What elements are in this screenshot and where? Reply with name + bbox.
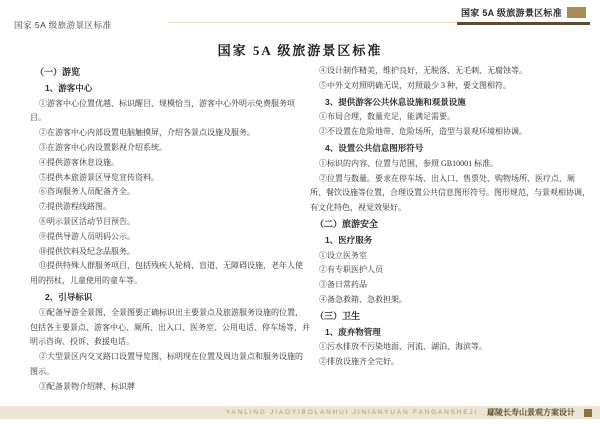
standard-item: ⑤提供本旅游景区导览宣传资料。	[39, 172, 159, 182]
standard-item: ①配备导游全景图，全景图要正确标识出主要景点及旅游服务设施的位置，包括各主要景点、游客中心、厕所、出入口、医务室、公用电话、停车场等，并明示咨询、投诉、救援电话。	[30, 307, 310, 347]
header-rule	[168, 22, 458, 23]
section-heading: （二）旅游安全	[315, 218, 379, 229]
standard-item: ②在游客中心内部设置电脑触摸屏，介绍各景点设施及服务。	[39, 128, 255, 138]
standard-item: ②大型景区内交叉路口设置导览图，标明现在位置及周边景点和服务设施的图示。	[30, 352, 303, 376]
standard-item: ④备急救箱、急救担架。	[319, 294, 407, 304]
footer-marker-square-icon	[584, 409, 592, 417]
section-heading: 4、设置公共信息图形符号	[325, 142, 424, 153]
standard-item: ②不设置在危险地带、危险场所，造型与景观环境相协调。	[319, 127, 527, 137]
standard-item: ①布局合理，数量充足，能满足需要。	[319, 112, 455, 122]
standard-item: ②位置与数量。要求在停车场、出入口、售票处、购物场所、医疗点、厕所、餐饮设施等位置，合理设置公共信息图形符号。图形规范，与景观相协调，有文化特色，视觉效果好。	[310, 173, 590, 213]
standard-item: ⑨提供导游人员明码公示。	[39, 231, 135, 241]
standard-item: ②排放设施齐全完好。	[319, 357, 399, 367]
standard-item: ⑪提供特殊人群服务项目，包括残疾人轮椅、盲道、无障碍设施，老年人使用的拐杖，儿童使用的童车等。	[30, 261, 303, 286]
standard-item: ③配备景物介绍牌、标识牌	[39, 381, 135, 391]
section-heading: 3、提供游客公共休息设施和观景设施	[325, 96, 466, 107]
standard-item: ①标识的内容、位置与范围，参照 GB10001 标准。	[319, 158, 499, 168]
standard-text-columns	[30, 64, 590, 395]
section-heading: 2、引导标识	[45, 291, 93, 302]
standard-item: ①设立医务室	[319, 250, 367, 260]
standard-item: ③备日常药品	[319, 280, 367, 290]
section-heading: 1、废弃物管理	[325, 326, 381, 337]
standard-item: ①游客中心位置优越、标识醒目、规模恰当，游客中心外明示免费服务项目。	[30, 98, 295, 123]
standard-item: ⑦提供游程线路图。	[39, 202, 111, 212]
standard-item: ②有专职医护人员	[319, 265, 383, 275]
section-heading: （三）卫生	[315, 310, 361, 321]
footer-band	[0, 406, 600, 419]
footer-pinyin-label: YANLING JIAOYIBOLANHUI JINIANYUAN FANGANSHEJI	[225, 409, 478, 416]
standard-item: ⑩提供饮料及纪念品服务。	[39, 246, 135, 256]
section-heading: （一）游览	[35, 67, 81, 77]
page-title: 国家 5A 级旅游景区标准	[217, 43, 383, 58]
header-right-label: 国家 5A 级旅游景区标准	[460, 8, 563, 18]
footer-project-label: 鄢陵长寿山景观方案设计	[487, 408, 575, 417]
standard-item: ⑧明示景区活动节目预告。	[39, 216, 135, 226]
section-heading: 1、医疗服务	[325, 234, 373, 245]
standard-item: ⑤中外文对照明确无误，对照最少 3 种，要文图相符。	[319, 80, 511, 90]
standard-item: ④提供游客休息设施。	[39, 157, 119, 167]
header-marker-square-icon	[567, 7, 586, 18]
standard-item: ④设计制作精美，维护良好，无脱落、无毛刺、无腐蚀等。	[319, 66, 527, 75]
standard-item: ①污水排放不污染地面、河流、湖泊、海滨等。	[319, 342, 487, 352]
standard-item: ③在游客中心内设置影视介绍系统。	[39, 142, 167, 152]
standard-item: ⑥咨询服务人员配备齐全。	[39, 187, 135, 197]
header-left-label: 国家 5A 级旅游景区标准	[14, 20, 112, 30]
header-right-block	[457, 6, 590, 25]
left-column	[30, 64, 310, 395]
section-heading: 1、游客中心	[45, 82, 93, 93]
right-column	[310, 64, 590, 395]
